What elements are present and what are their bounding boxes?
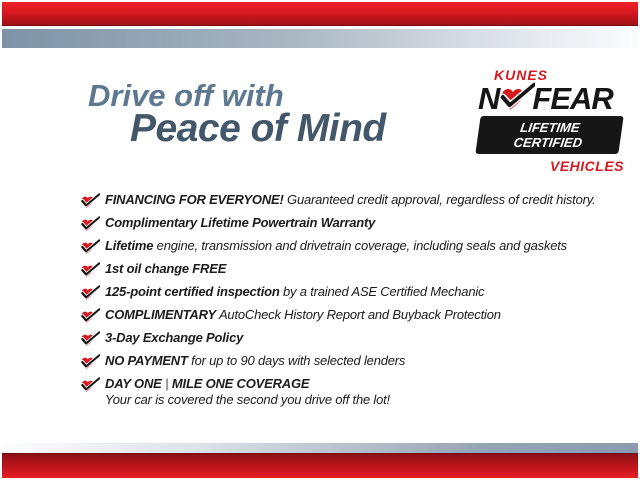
benefit-text: [105, 193, 596, 207]
heading-line2: Peace of Mind: [130, 107, 386, 150]
benefit-text: [105, 354, 405, 368]
benefit-segment: Complimentary Lifetime Powertrain Warranty: [105, 215, 376, 230]
no-fear-wordmark: [478, 82, 628, 114]
benefit-text: [105, 308, 501, 322]
benefit-segment: 3-Day Exchange Policy: [105, 330, 244, 345]
benefit-text: [105, 239, 567, 253]
benefit-segment: Guaranteed credit approval, regardless of credit history.: [287, 192, 596, 207]
benefit-main: [105, 331, 243, 345]
benefit-segment: 1st oil change FREE: [105, 261, 227, 276]
benefit-item: [79, 193, 612, 209]
heart-check-icon: [79, 285, 100, 301]
heart-check-icon: [79, 262, 100, 278]
heart-check-icon: [79, 239, 100, 255]
benefit-item: [79, 216, 612, 232]
heart-check-icon: [79, 308, 100, 324]
benefit-main: [105, 354, 405, 368]
benefit-main: [105, 262, 226, 276]
heading-line1: Drive off with: [88, 78, 284, 113]
benefits-list: [79, 193, 612, 414]
benefit-main: [105, 216, 375, 230]
benefit-text: [105, 331, 243, 345]
bottom-gray-bar: [2, 443, 638, 453]
benefit-item: [79, 285, 612, 301]
no-fear-fear: FEAR: [532, 80, 613, 116]
benefit-segment: Lifetime: [105, 238, 154, 253]
benefit-main: [105, 377, 390, 391]
benefit-segment: |: [165, 376, 172, 391]
top-gray-bar: [2, 29, 638, 48]
heart-check-icon: [497, 82, 535, 112]
lifetime-certified-banner: [475, 116, 623, 154]
benefit-item: [79, 331, 612, 347]
banner-label: LIFETIME CERTIFIED: [512, 120, 584, 150]
heart-check-icon: [79, 193, 100, 209]
benefit-segment: by a trained ASE Certified Mechanic: [279, 284, 485, 299]
benefit-segment: AutoCheck History Report and Buyback Protection: [216, 307, 501, 322]
benefit-segment: COMPLIMENTARY: [105, 307, 217, 322]
brand-name: KUNES: [494, 67, 549, 83]
heart-check-icon: [79, 377, 100, 393]
heart-check-icon: [79, 354, 100, 370]
benefit-text: [105, 262, 226, 276]
benefit-segment: DAY ONE: [105, 376, 166, 391]
page-title: [88, 80, 386, 148]
heart-check-icon: [79, 331, 100, 347]
benefit-segment: MILE ONE COVERAGE: [171, 376, 310, 391]
benefit-main: [105, 285, 484, 299]
heart-check-icon: [79, 216, 100, 232]
benefit-item: [79, 308, 612, 324]
benefit-text: [105, 285, 484, 299]
benefit-item: [79, 354, 612, 370]
benefit-segment: engine, transmission and drivetrain coverage, including seals and gaskets: [153, 238, 567, 253]
top-red-bar: [2, 2, 638, 26]
benefit-text: [105, 377, 390, 407]
benefit-main: [105, 239, 567, 253]
benefit-segment: FINANCING FOR EVERYONE!: [105, 192, 288, 207]
benefit-item: [79, 239, 612, 255]
benefit-segment: 125-point certified inspection: [105, 284, 280, 299]
benefit-item: [79, 377, 612, 407]
benefit-item: [79, 262, 612, 278]
vehicles-label: VEHICLES: [549, 158, 624, 174]
benefit-segment: NO PAYMENT: [105, 353, 188, 368]
benefit-main: [105, 308, 501, 322]
kunes-no-fear-logo: [478, 68, 628, 174]
benefit-subline: Your car is covered the second you drive off the lot!: [105, 392, 390, 407]
no-fear-n: N: [478, 80, 500, 116]
benefit-segment: for up to 90 days with selected lenders: [187, 353, 406, 368]
bottom-red-bar: [2, 453, 638, 478]
benefit-main: [105, 193, 596, 207]
benefit-text: [105, 216, 375, 230]
